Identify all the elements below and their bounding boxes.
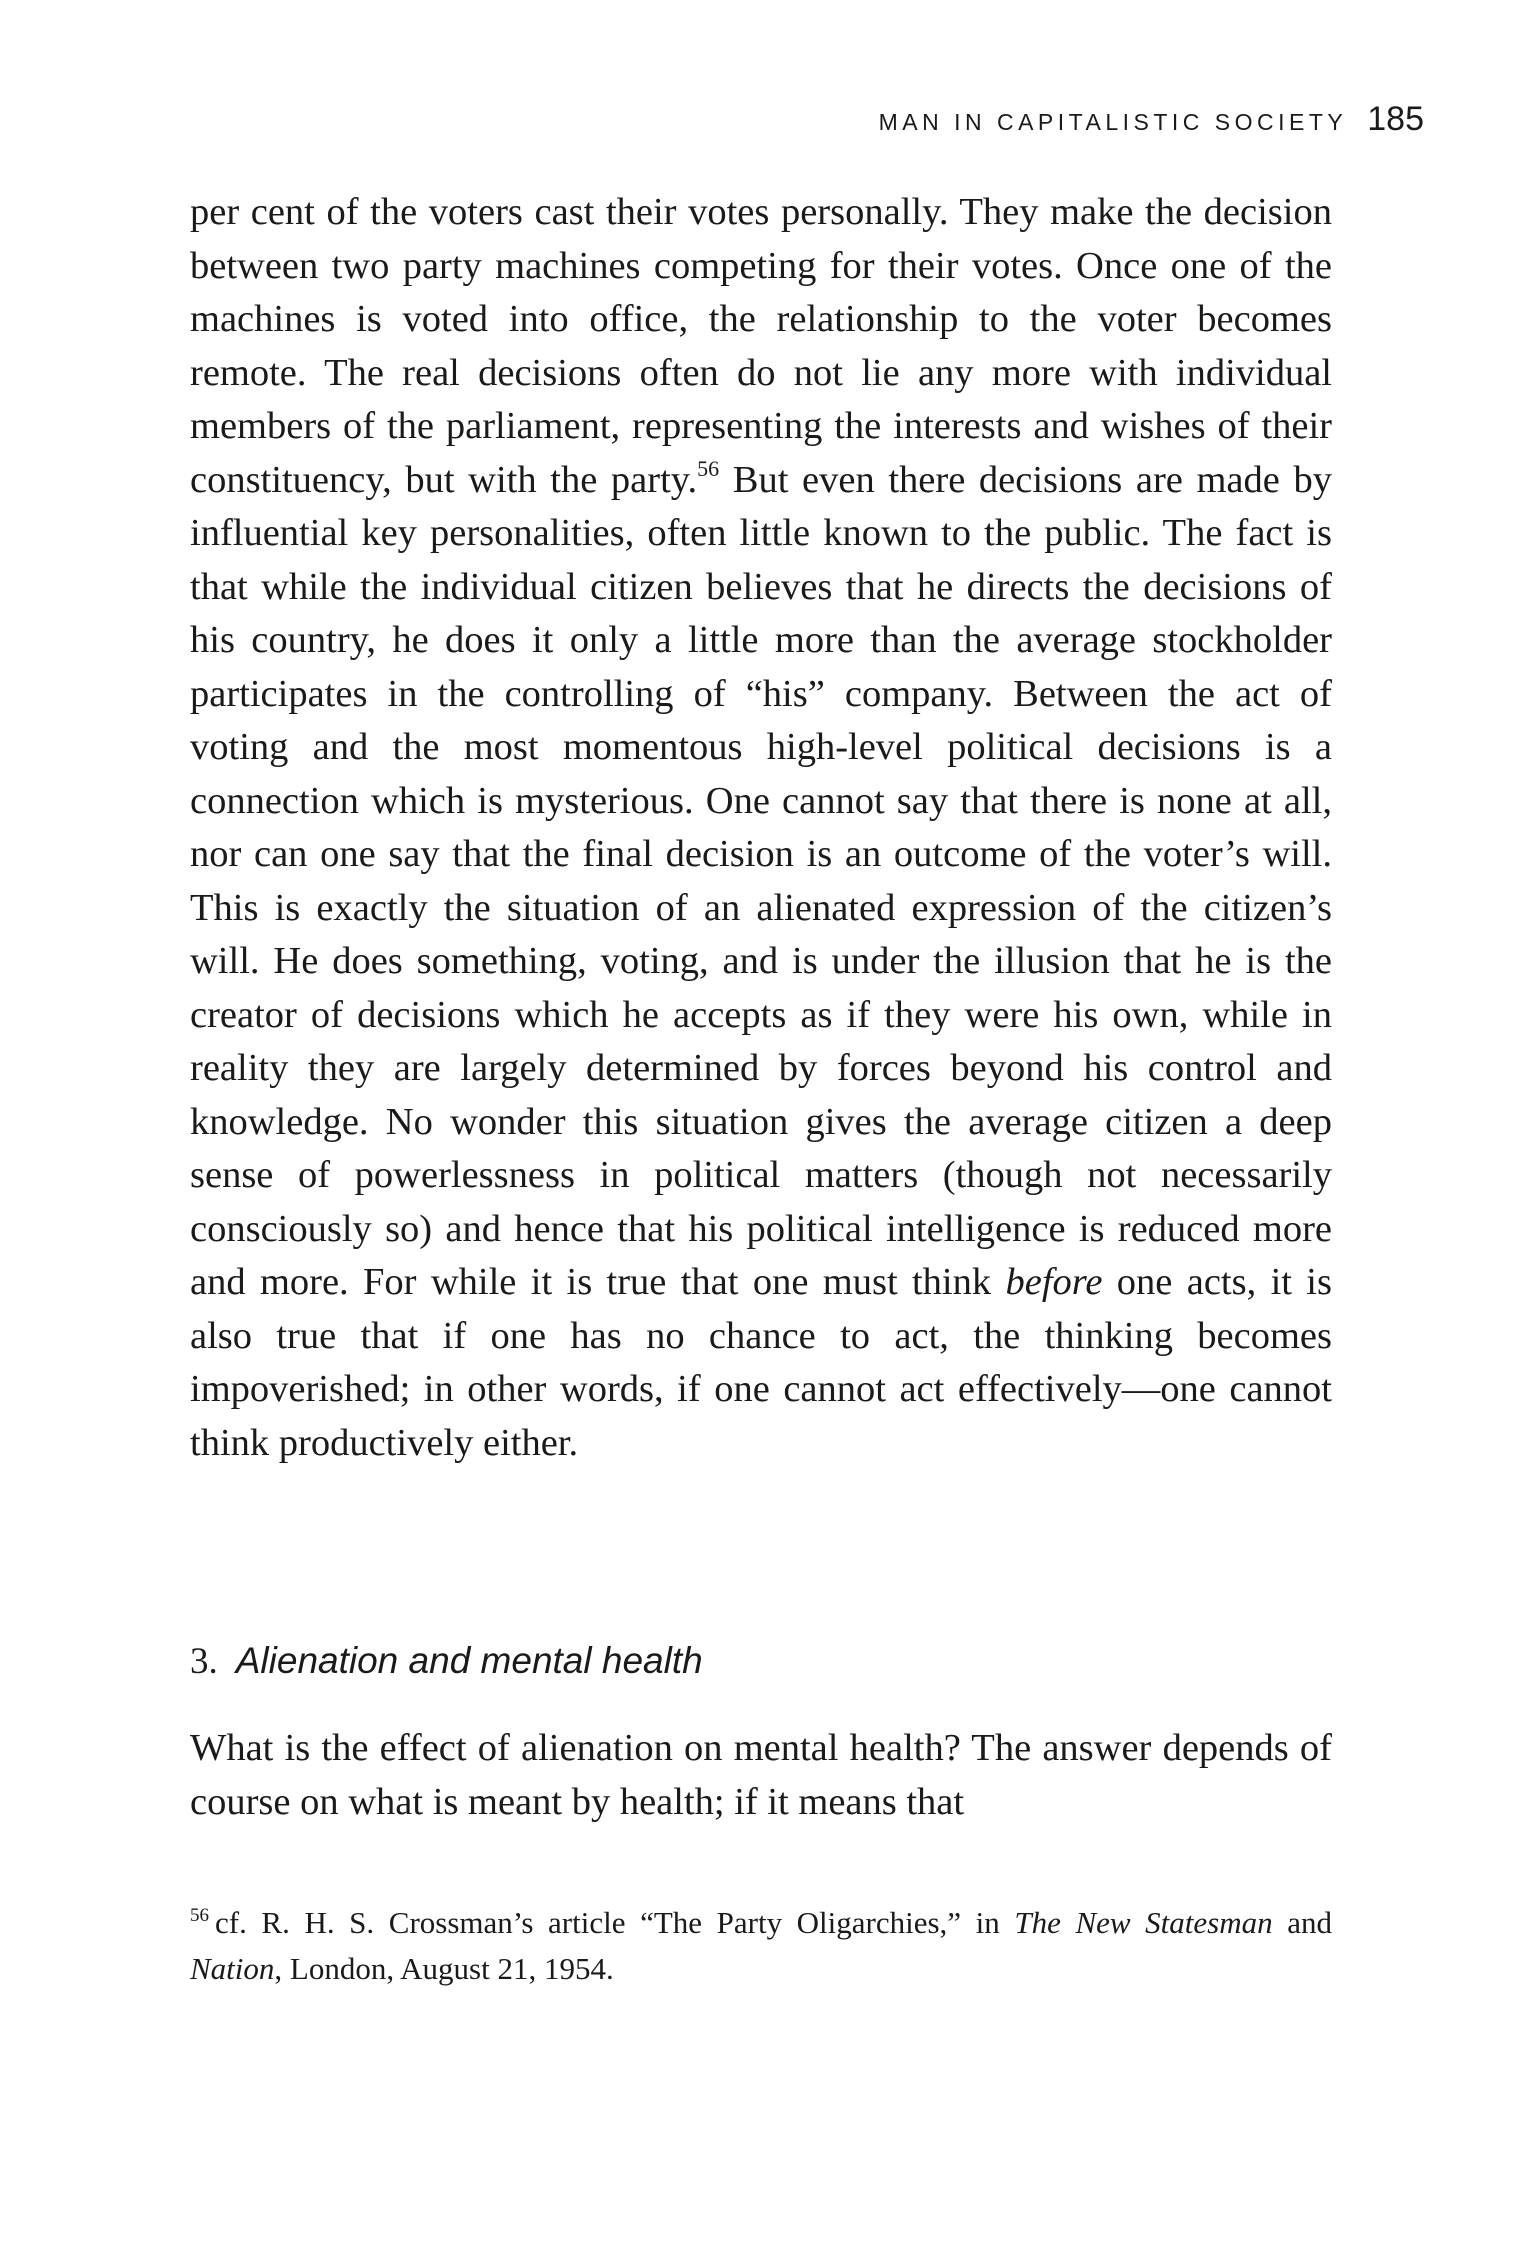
footnote-number: 56 [190,1905,209,1926]
body-paragraph [190,186,1332,1470]
body-text-part2: But even there decisions are made by influential key personalities, often little known to the public. The fact is that while the individual citizen believes that he directs the decisions of his country, he does it only a little more than the average stockholder participates in the controlling of “his” company. Between the act of voting and the most momentous high-level political decisions is a connection which is mysterious. One cannot say that there is none at all, nor can one say that the final decision is an outcome of the voter’s will. This is exactly the situation of an alienated expression of the citizen’s will. He does something, voting, and is under the illusion that he is the creator of decisions which he accepts as if they were his own, while in reality they are largely determined by forces beyond his control and knowledge. No wonder this situation gives the average citizen a deep sense of powerlessness in political matters (though not necessarily consciously so) and hence that his political intelligence is reduced more and more. For while it is true that one must think [190,458,1332,1303]
body-text-part1: per cent of the voters cast their votes personally. They make the decision between two party machines competing for their votes. Once one of the machines is voted into office, the relationship to the voter becomes remote. The real decisions often do not lie any more with individual members of the parliament, representing the interests and wishes of their constituency, but with the party. [190,191,1332,501]
body-text-part3: one acts, it is also true that if one has no chance to act, the thinking becomes impoverished; in other words, if one cannot act effectively—one cannot think productively either. [190,1261,1332,1464]
section-title: Alienation and mental health [235,1640,703,1681]
footnote-reference[interactable]: 56 [697,455,720,481]
footnote-publication-2: Nation [190,1951,275,1986]
section-number: 3. [190,1641,218,1682]
emphasis-text: before [1005,1261,1103,1303]
section-heading [190,1640,703,1683]
section-paragraph: What is the effect of alienation on mental health? The answer depends of course on what is meant by health; if it means that [190,1727,1332,1823]
running-head [879,100,1424,139]
footnote-text-after: , London, August 21, 1954. [274,1951,614,1986]
footnote-text-before: cf. R. H. S. Crossman’s article “The Party Oligarchies,” in [215,1905,1015,1940]
footnote-publication: The New Statesman [1014,1905,1273,1940]
running-title: MAN IN CAPITALISTIC SOCIETY [878,109,1348,135]
page-number: 185 [1367,100,1424,138]
footnote [190,1900,1332,1992]
footnote-text-middle: and [1272,1905,1332,1940]
